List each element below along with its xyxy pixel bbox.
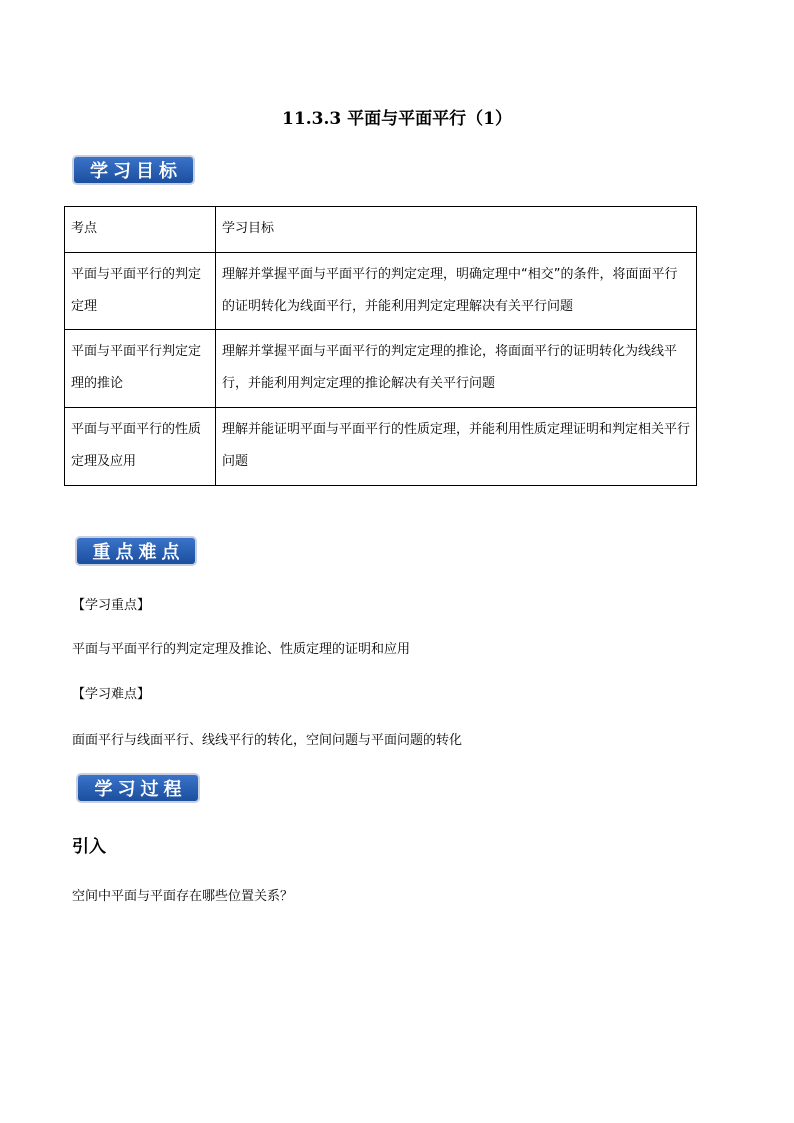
table-header-row: [65, 207, 697, 253]
intro-question: 空间中平面与平面存在哪些位置关系？: [72, 889, 294, 904]
learning-process-badge: 学习过程: [76, 773, 200, 803]
table-cell-goal: 理解并能证明平面与平面平行的性质定理，并能利用性质定理证明和判定相关平行问题: [216, 408, 697, 486]
table-cell-topic: 平面与平面平行的性质定理及应用: [65, 408, 216, 486]
intro-heading: 引入: [72, 837, 106, 857]
focus-text: 平面与平面平行的判定定理及推论、性质定理的证明和应用: [72, 642, 411, 657]
table-cell-topic: 平面与平面平行的判定定理: [65, 253, 216, 330]
page-title: 11.3.3 平面与平面平行（1）: [282, 109, 512, 129]
header-cell-topic: 考点: [65, 207, 216, 253]
table-row: [65, 330, 697, 408]
table-cell-goal: 理解并掌握平面与平面平行的判定定理的推论，将面面平行的证明转化为线线平行，并能利用判定定理的推论解决有关平行问题: [216, 330, 697, 408]
table-cell-topic: 平面与平面平行判定定理的推论: [65, 330, 216, 408]
goals-table: [64, 206, 697, 486]
header-cell-goal: 学习目标: [216, 207, 697, 253]
table-row: [65, 408, 697, 486]
key-points-badge: 重点难点: [75, 536, 197, 566]
focus-label: 【学习重点】: [72, 598, 151, 613]
table-row: [65, 253, 697, 330]
table-cell-goal: 理解并掌握平面与平面平行的判定定理，明确定理中“相交”的条件，将面面平行的证明转化为线面平行，并能利用判定定理解决有关平行问题: [216, 253, 697, 330]
learning-goals-badge: 学习目标: [72, 155, 195, 185]
difficulty-text: 面面平行与线面平行、线线平行的转化，空间问题与平面问题的转化: [72, 733, 463, 748]
difficulty-label: 【学习难点】: [72, 687, 151, 702]
